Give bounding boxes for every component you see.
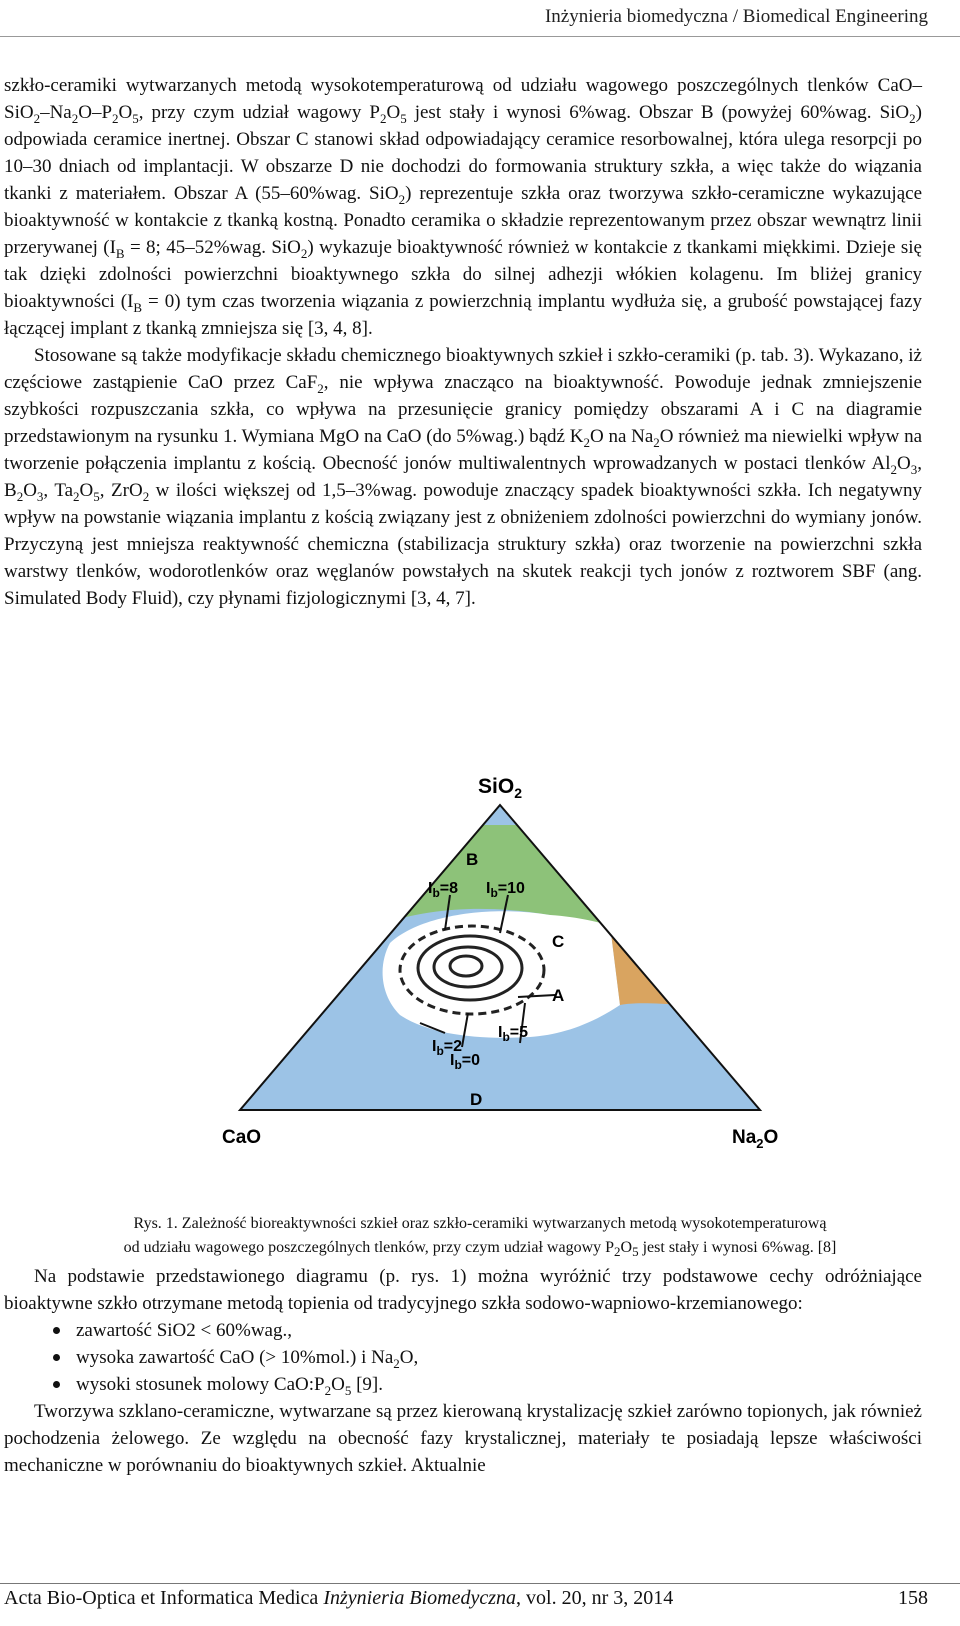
paragraph-glass-ceramics: Tworzywa szklano-ceramiczne, wytwarzane są przez kierowaną krystalizację szkieł zarówno topionych, jak również pochodzenia żelowego. Ze względu na obecność fazy krystalicznej, materiały te posiadają lepsze właściwości mechaniczne w porównaniu do bioaktywnych szkieł. Aktualnie [4,1401,922,1476]
list-item: wysoka zawartość CaO (> 10%mol.) i $Na_2O$, [76,1344,922,1371]
page-number: 158 [898,1587,928,1609]
page-footer [4,1587,928,1610]
label-ib-2: $I_b=2$ [432,1038,463,1058]
body-text-bottom [4,1263,922,1479]
figure-caption: Rys. 1. Zależność bioreaktywności szkieł oraz szkło-ceramiki wytwarzanych metodą wysokotemperaturową od udziału wagowego poszczególnych tlenków, przy czym udział wagowy $P_2O_5$ jest stały i wynosi 6%wag. [8] [123,1215,837,1260]
apex-label-cao: CaO [222,1127,262,1148]
region-b-label: B [466,850,479,869]
apex-label-na2o: $Na_2O$ [732,1127,779,1151]
region-d-label: D [470,1090,483,1109]
footer-rule [0,1583,960,1584]
region-c-label: C [552,932,565,951]
label-ib-5: $I_b=5$ [498,1024,529,1044]
ternary-diagram [200,765,800,1195]
paragraph-modifications: Stosowane są także modyfikacje składu chemicznego bioaktywnych szkieł i szkło-ceramiki (p. tab. 3). Wykazano, iż częściowe zastąpienie CaO przez CaF$_2$, nie wpływa znacząco na bioaktywność. Powoduje jednak zmniejszenie szybkości rozpuszczania szkła, co wpływa na przesunięcie granicy pomiędzy obszarami A i C na diagramie przedstawionym na rysunku 1. Wymiana MgO na CaO (do 5%wag.) bądź $K_2O$ na $Na_2O$ również ma niewielki wpływ na tworzenie połączenia implantu z kością. Obecność jonów multiwalentnych wprowadzanych w postaci tlenków $Al_2O_3$, $B_2O_3$, $Ta_2O_5$, ZrO$_2$ w ilości większej od 1,5–3%wag. powoduje znaczący spadek bioaktywności szkła. Ich negatywny wpływ na powstanie wiązania implantu z kością związany jest z obniżeniem zdolności powierzchni do wymiany jonów. Przyczyną jest mniejsza reaktywność chemiczna (stabilizacja struktury szkła) oraz tworzenie na powierzchni szkła warstwy tlenków, wodorotlenków oraz węglanów powstałych na skutek reakcji tych jonów z roztworem SBF (ang. Simulated Body Fluid), czy płynami fizjologicznymi [3, 4, 7]. [4,345,923,609]
list-item: wysoki stosunek molowy $CaO:P_2O_5$ [9]. [76,1371,922,1398]
running-header: Inżynieria biomedyczna / Biomedical Engineering [544,6,928,27]
list-item: zawartość SiO2 < 60%wag., [76,1317,922,1344]
footer-journal-italic: Inżynieria Biomedyczna [323,1587,517,1609]
footer-journal: Acta Bio-Optica et Informatica Medica [4,1587,324,1609]
paragraph-features: Na podstawie przedstawionego diagramu (p. rys. 1) można wyróżnić trzy podstawowe cechy odróżniające bioaktywne szkło otrzymane metodą topienia od tradycyjnego szkła sodowo-wapniowo-krzemianowego: [4,1266,922,1314]
label-ib-8: $I_b=8$ [428,880,459,900]
label-ib-0: $I_b=0$ [450,1052,481,1072]
feature-list [4,1317,922,1398]
region-c-fill [610,925,700,1005]
paragraph-regions: szkło-ceramiki wytwarzanych metodą wysokotemperaturową od udziału wagowego poszczególnych tlenków CaO–$SiO_2-Na_2O-P_2O_5$, przy czym udział wagowy $P_2O_5$ jest stały i wynosi 6%wag. Obszar B (powyżej 60%wag. SiO$_2$) odpowiada ceramice inertnej. Obszar C stanowi skład odpowiadający ceramice resorbowalnej, która ulega resorpcji po 10–30 dniach od implantacji. W obszarze D nie dochodzi do formowania struktury szkła, a więc także do wiązania tkanki z materiałem. Obszar A (55–60%wag. SiO$_2$) reprezentuje szkła oraz tworzywa szkło-ceramiczne wykazujące bioaktywność w kontakcie z tkanką kostną. Ponadto ceramika o składzie reprezentowanym przez obszar wewnątrz linii przerywanej ($I_B = 8$; 45–52%wag. SiO$_2$) wykazuje bioaktywność również w kontakcie z tkankami miękkimi. Dzieje się tak dzięki zdolności powierzchni bioaktywnego szkła do silnej adhezji włókien kolagenu. Im bliżej granicy bioaktywności $(I_B = 0)$ tym czas tworzenia wiązania z powierzchnią implantu wydłuża się, a grubość powstającej fazy łączącej implant z tkanką zmniejsza się [3, 4, 8]. [4,75,922,339]
footer-volume: , vol. 20, nr 3, 2014 [516,1587,674,1609]
body-text-top [4,72,922,612]
region-a-label: A [552,986,565,1005]
label-ib-10: $I_b=10$ [486,880,525,900]
apex-label-sio2: SiO$_2$ [478,775,522,801]
header-rule [0,36,960,37]
